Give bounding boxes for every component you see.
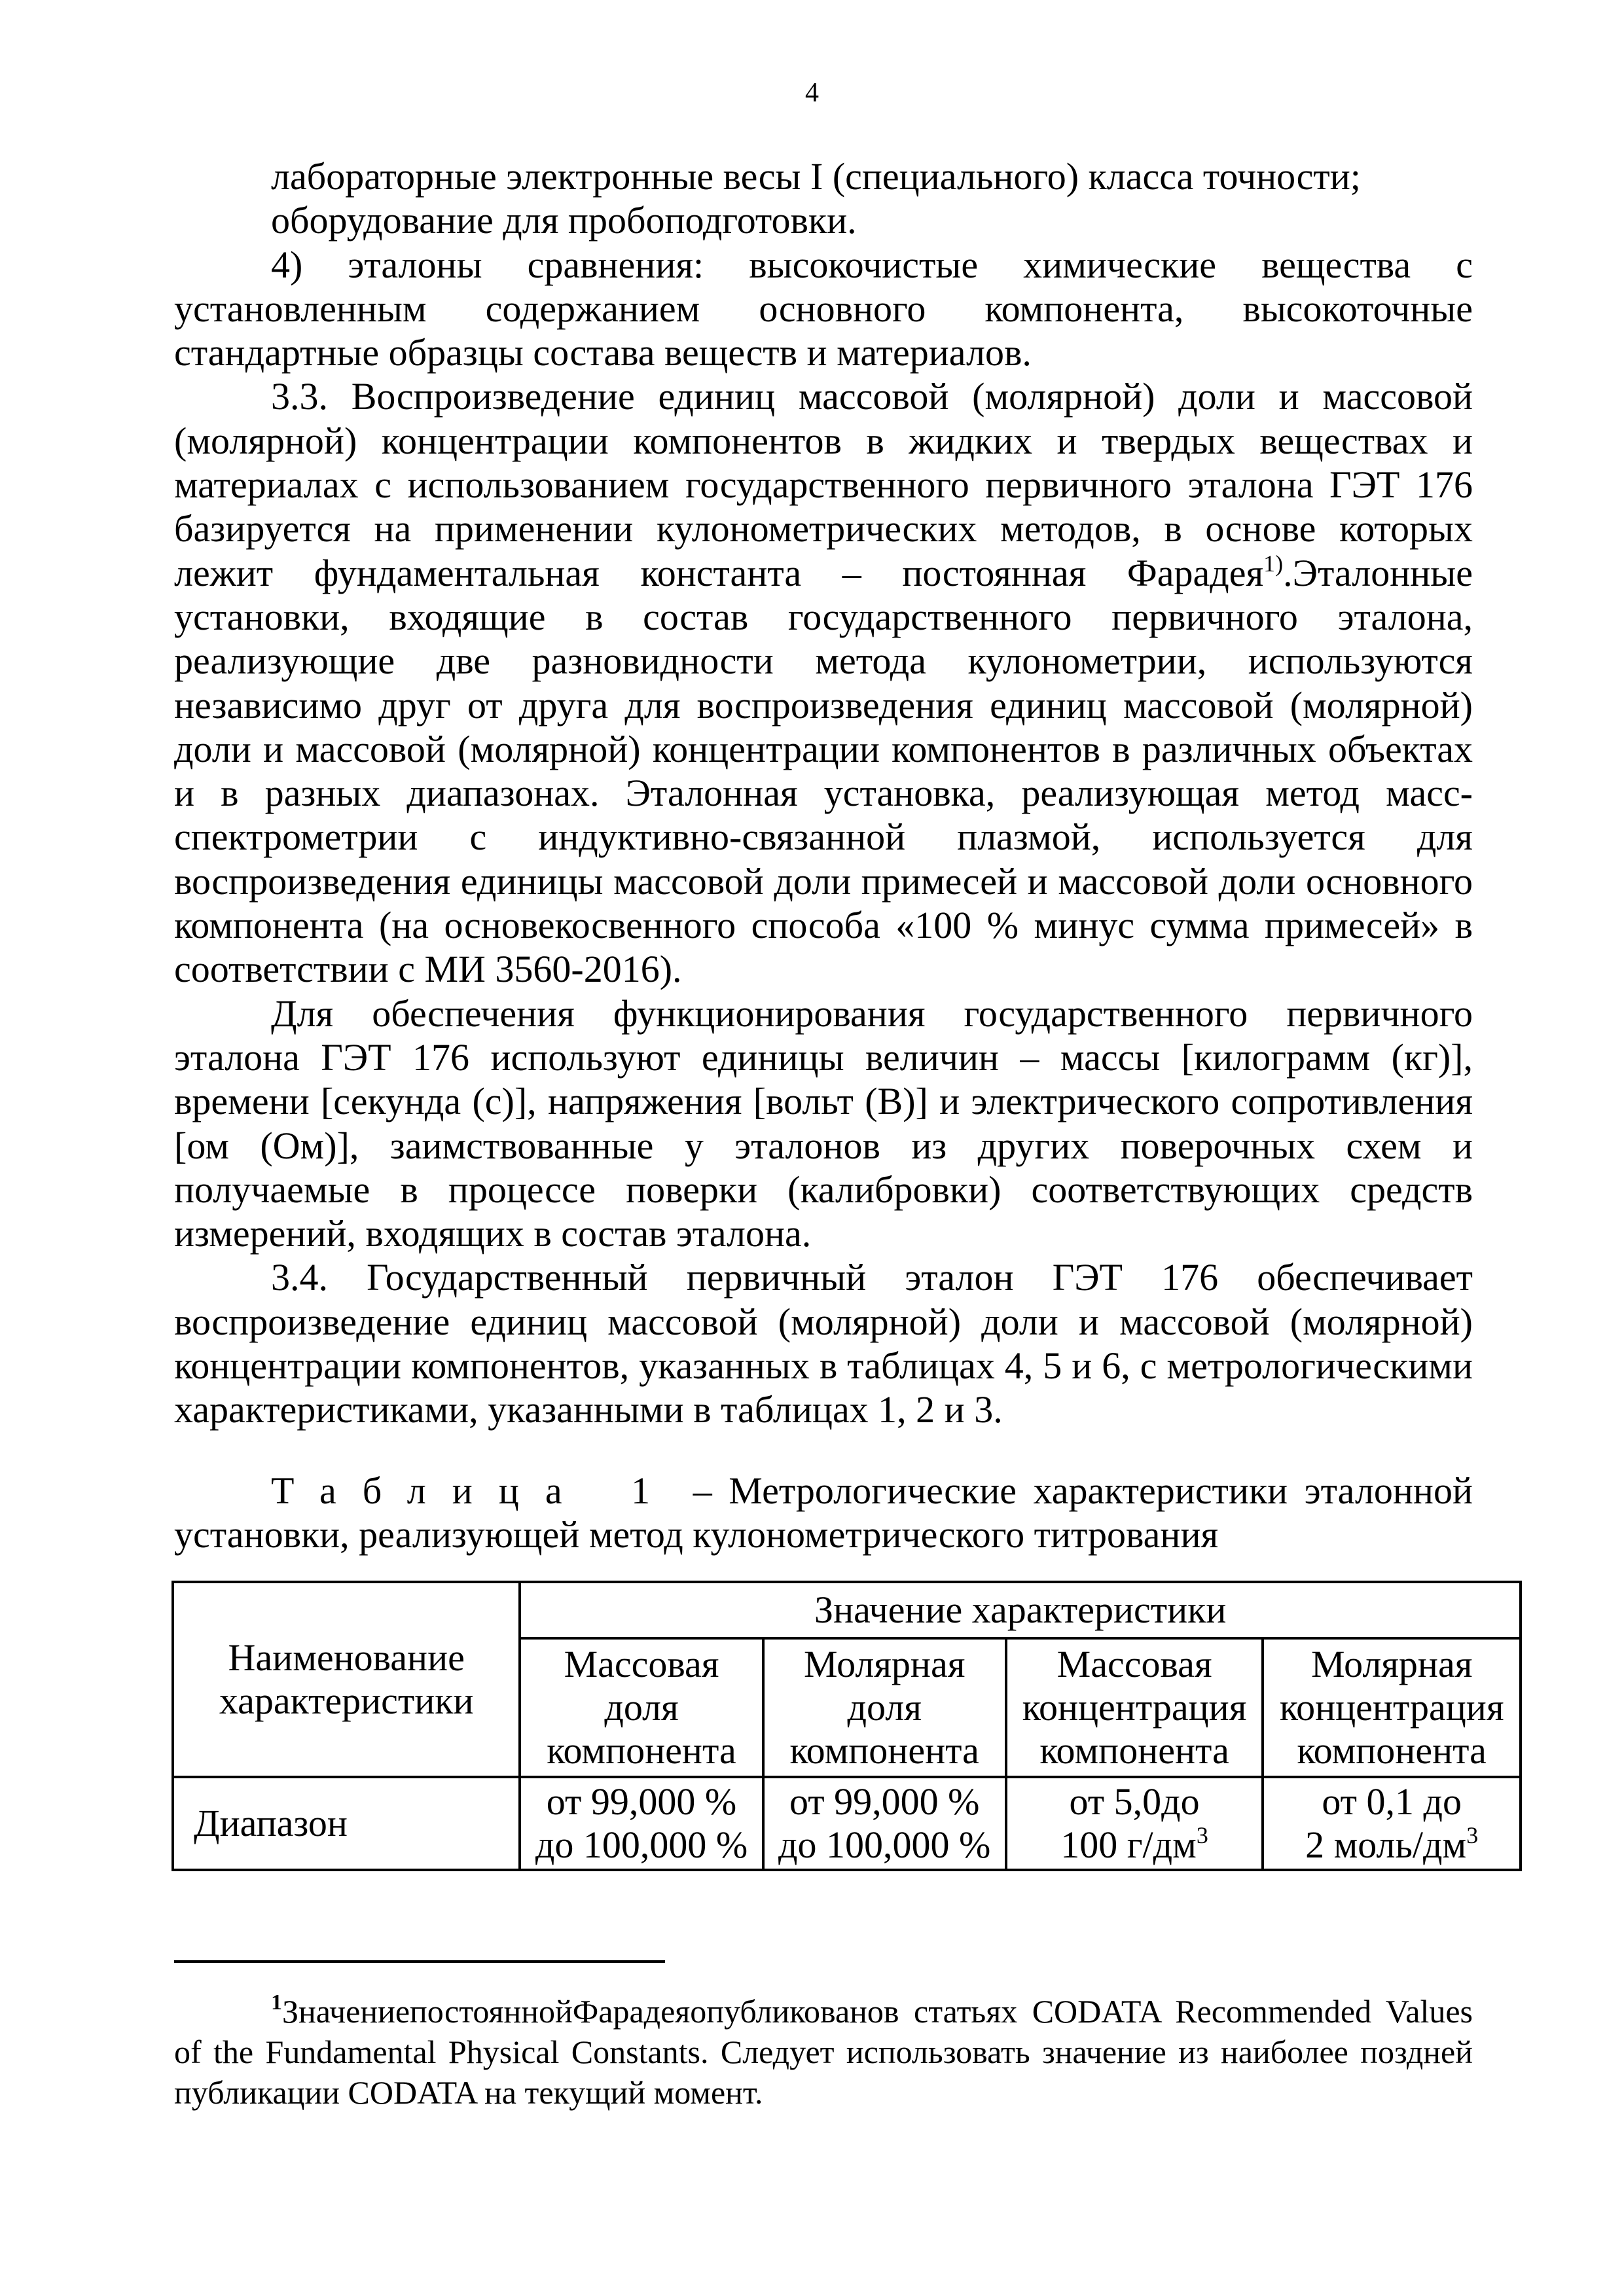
header-characteristic-name: Наименование характеристики: [173, 1582, 520, 1777]
table-caption-label: Таблица 1: [271, 1469, 677, 1512]
metrological-table: [171, 1581, 1522, 1871]
page-number: 4: [805, 78, 819, 108]
body-text: [174, 154, 1473, 1432]
footnote-reference: 1): [1263, 550, 1284, 577]
footnote: [174, 1991, 1473, 2113]
footnote-marker: 1: [271, 1990, 282, 2015]
paragraph-section-3-4: 3.4. Государственный первичный эталон ГЭТ 176 обеспечивает воспроизведение единиц массовой (молярной) доли и массовой (молярной) концентрации компонентов, указанных в таблицах 4, 5 и 6, с метрологическими характеристиками, указанными в таблицах 1, 2 и 3.: [174, 1256, 1473, 1431]
header-molar-fraction: Молярная доля компонента: [763, 1638, 1006, 1777]
footnote-separator: [174, 1960, 665, 1963]
row-range-label: Диапазон: [173, 1777, 520, 1870]
cell-mass-fraction-range: от 99,000 % до 100,000 %: [520, 1777, 763, 1870]
header-mass-concentration: Массовая концентрация компонента: [1006, 1638, 1263, 1777]
table-caption: [174, 1469, 1473, 1556]
cell-mass-concentration-range: от 5,0до 100 $г/дм^3$: [1006, 1777, 1263, 1870]
paragraph-scales: лабораторные электронные весы I (специального) класса точности;: [271, 155, 1361, 198]
header-value-group: Значение характеристики: [520, 1582, 1521, 1638]
table-caption-text: – Метрологические характеристики эталонной установки, реализующей метод кулонометрического титрования: [174, 1469, 1473, 1556]
paragraph-comparison-standards: 4) эталоны сравнения: высокочистые химические вещества с установленным содержанием основного компонента, высокоточные стандартные образцы состава веществ и материалов.: [174, 243, 1473, 374]
section-3-3-text-end: .Эталонные установки, входящие в состав государственного первичного эталона, реализующие две разновидности метода кулонометрии, используются независимо друг от друга для воспроизведения единиц массовой (молярной) доли и массовой (молярной) концентрации компонентов в различных объектах и в разных диапазонах. Эталонная установка, реализующая метод масс-спектрометрии с индуктивно-связанной плазмой, используется для воспроизведения единицы массовой доли примесей и массовой доли основного компонента (на основекосвенного способа «100 % минус сумма примесей» в соответствии с МИ 3560-2016).: [174, 551, 1473, 991]
paragraph-section-3-3: [174, 374, 1473, 991]
footnote-text: ЗначениепостояннойФарадеяопубликованов статьях CODATA Recommended Values of the Fundamental Physical Constants. Следует использовать значение из наиболее поздней публикации CODATA на текущий момент.: [174, 1993, 1473, 2111]
paragraph-units: Для обеспечения функционирования государственного первичного эталона ГЭТ 176 используют единицы величин – массы [килограмм (кг)], времени [секунда (с)], напряжения [вольт (В)] и электрического сопротивления [ом (Ом)], заимствованные у эталонов из других поверочных схем и получаемые в процессе поверки (калибровки) соответствующих средств измерений, входящих в состав эталона.: [174, 992, 1473, 1255]
paragraph-sample-prep: оборудование для пробоподготовки.: [271, 199, 857, 242]
cell-molar-fraction-range: от 99,000 % до 100,000 %: [763, 1777, 1006, 1870]
header-molar-concentration: Молярная концентрация компонента: [1263, 1638, 1521, 1777]
cell-molar-concentration-range: от 0,1 до 2 моль/$дм^3$: [1263, 1777, 1521, 1870]
header-mass-fraction: Массовая доля компонента: [520, 1638, 763, 1777]
section-3-3-text-start: 3.3. Воспроизведение единиц массовой (молярной) доли и массовой (молярной) концентрации компонентов в жидких и твердых веществах и материалах с использованием государственного первичного эталона ГЭТ 176 базируется на применении кулонометрических методов, в основе которых лежит фундаментальная константа – постоянная Фарадея: [174, 375, 1473, 594]
